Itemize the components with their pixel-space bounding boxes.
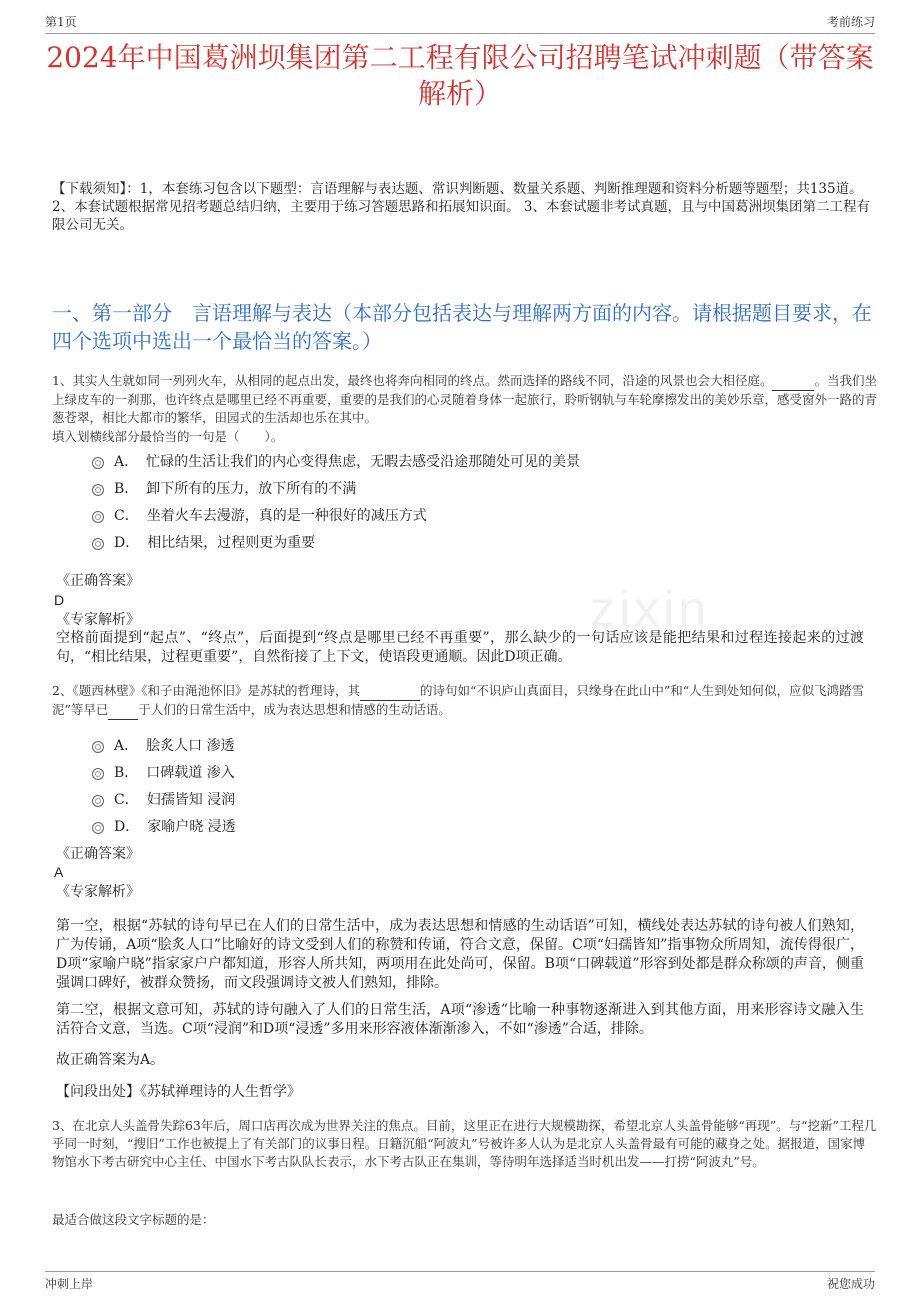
question-2-text: 2、《题西林壁》《和子由渑池怀旧》是苏轼的哲理诗，其 的诗句如“不识庐山真面目，只缘身在此山中”和“人生到处知何似，应似飞鸿踏雪泥”等早已 于人们的日常生活中，成为表达思想和情感的生动话语。 [52,682,882,720]
option-a[interactable]: A． 忙碌的生活让我们的内心变得焦虑，无暇去感受沿途那随处可见的美景 [92,447,792,474]
radio-icon[interactable] [92,457,104,469]
option-d[interactable]: D． 相比结果，过程则更为重要 [92,528,792,555]
option-c[interactable]: C． 坐着火车去漫游，真的是一种很好的减压方式 [92,501,792,528]
blank [108,701,138,720]
correct-answer: D [54,592,65,608]
correct-answer: A [54,864,64,880]
blank [772,372,814,391]
page-number: 第1页 [45,15,77,29]
document-title: 2024年中国葛洲坝集团第二工程有限公司招聘笔试冲刺题（带答案解析） [46,41,874,110]
expert-analysis-label: 《专家解析》 [56,884,140,900]
footer-right: 祝您成功 [826,1277,875,1291]
radio-icon[interactable] [92,538,104,550]
option-b[interactable]: B． 卸下所有的压力，放下所有的不满 [92,474,792,501]
radio-icon[interactable] [92,822,104,834]
option-b[interactable]: B． 口碑载道 渗入 [92,758,792,785]
radio-icon[interactable] [92,511,104,523]
page-footer [45,1271,875,1292]
watermark: zixin [590,581,711,637]
header-tag: 考前练习 [826,15,875,29]
question-1-text-b: 。当我们坐上绿皮车的一刹那，也许终点是哪里已经不再重要，重要的是我们的心灵随着身体一起旅行，聆听钢轨与车轮摩擦发出的美妙乐章，感受窗外一路的青葱苍翠，相比大都市的繁华，田园式的生活却也乐在其中。 [52,373,878,425]
question-2-analysis-1: 第一空，根据“苏轼的诗句早已在人们的日常生活中，成为表达思想和情感的生动话语”可知，横线处表达苏轼的诗句被人们熟知，广为传诵，A项“脍炙人口”比喻好的诗文受到人们的称赞和传诵，符合文意，保留。C项“妇孺皆知”指事物众所周知，流传得很广，D项“家喻户晓”指家家户户都知道，形容人所共知，两项用在此处尚可，保留。B项“口碑载道”形容到处都是群众称颂的声音，侧重强调口碑好，被群众赞扬，而文段强调诗文被人们熟知，排除。 [56,918,864,991]
question-1-text [52,372,882,427]
radio-icon[interactable] [92,768,104,780]
download-notice: 【下载须知】：1，本套练习包含以下题型：言语理解与表达题、常识判断题、数量关系题、判断推理题和资料分析题等题型；共135道。 2、本套试题根据常见招考题总结归纳，主要用于练习答题思路和拓展知识面。 3、本套试题非考试真题，且与中国葛洲坝集团第二工程有限公司无关。 [52,181,870,233]
question-1-analysis: 空格前面提到“起点”、“终点”，后面提到“终点是哪里已经不再重要”，那么缺少的一句话应该是能把结果和过程连接起来的过渡句，“相比结果，过程更重要”，自然衔接了上下文，使语段更通顺。因此D项正确。 [56,630,864,665]
question-1-text-a: 1、其实人生就如同一列列火车，从相同的起点出发，最终也将奔向相同的终点。然而选择的路线不同，沿途的风景也会大相径庭。 [52,373,773,388]
radio-icon[interactable] [92,741,104,753]
question-1-options [92,447,792,555]
option-d[interactable]: D． 家喻户晓 浸透 [92,812,792,839]
blank [360,682,420,701]
correct-answer-label: 《正确答案》 [56,846,140,862]
expert-analysis-label: 《专家解析》 [56,612,140,628]
question-3-text: 3、在北京人头盖骨失踪63年后，周口店再次成为世界关注的焦点。目前，这里正在进行大规模勘探，希望北京人头盖骨能够“再现”。与“挖新”工程几乎同一时刻，“搜旧”工作也被提上了有关部门的议事日程。日籍沉船“阿波丸”号被许多人认为是北京人头盖骨最有可能的藏身之处。据报道，国家博物馆水下考古研究中心主任、中国水下考古队队长表示，水下考古队正在集训，等待明年选择适当时机出发——打捞“阿波丸”号。 [52,1118,877,1169]
option-a[interactable]: A． 脍炙人口 渗透 [92,731,792,758]
question-2-source: 【问段出处】《苏轼禅理诗的人生哲学》 [56,1084,301,1100]
correct-answer-label: 《正确答案》 [56,573,140,589]
question-1-prompt: 填入划横线部分最恰当的一句是（ ）。 [52,429,284,444]
footer-left: 冲刺上岸 [45,1277,94,1291]
question-2-options [92,731,792,839]
question-2-conclusion: 故正确答案为A。 [56,1052,165,1068]
page-header [45,13,875,34]
radio-icon[interactable] [92,795,104,807]
option-c[interactable]: C． 妇孺皆知 浸润 [92,785,792,812]
question-2-analysis-2: 第二空，根据文意可知，苏轼的诗句融入了人们的日常生活，A项“渗透”比喻一种事物逐渐进入到其他方面，用来形容诗文融入生活符合文意，当选。C项“浸润”和D项“浸透”多用来形容液体渐渐渗入，不如“渗透”合适，排除。 [56,1002,864,1037]
question-3-prompt: 最适合做这段文字标题的是： [52,1212,215,1227]
radio-icon[interactable] [92,484,104,496]
section-heading: 一、第一部分 言语理解与表达（本部分包括表达与理解两方面的内容。请根据题目要求，在四个选项中选出一个最恰当的答案。） [52,301,872,353]
